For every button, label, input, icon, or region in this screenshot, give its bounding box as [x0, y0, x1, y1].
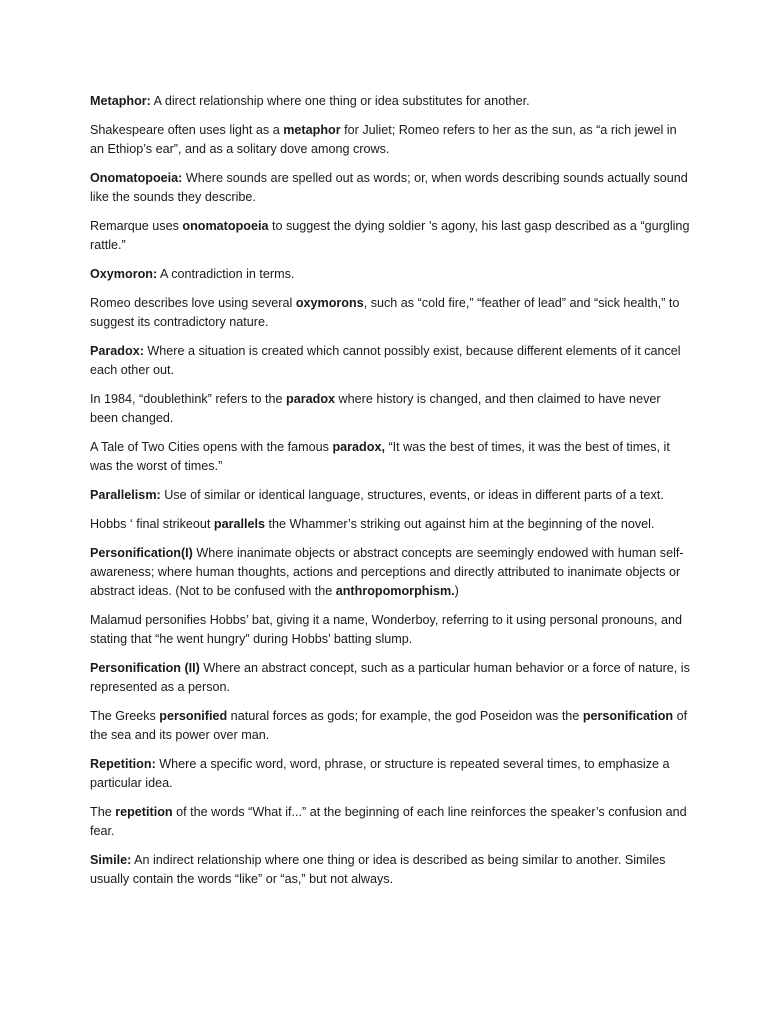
paragraph [90, 611, 690, 649]
term-bold: personified [159, 709, 228, 723]
term-bold: Oxymoron: [90, 267, 158, 281]
body-text: Hobbs ‘ final strikeout [90, 517, 214, 531]
term-bold: paradox [286, 392, 336, 406]
paragraph [90, 265, 690, 284]
body-text: of the words “What if...” at the beginning of each line reinforces the speaker’s confusion and fear. [90, 805, 687, 838]
term-bold: repetition [115, 805, 173, 819]
body-text: In 1984, “doublethink” refers to the [90, 392, 287, 406]
body-text: “It was the best of times, it was the best of times, it was the worst of times.” [90, 440, 670, 473]
body-text: A Tale of Two Cities opens with the famous [90, 440, 333, 454]
body-text: A contradiction in terms. [157, 267, 295, 281]
body-text: natural forces as gods; for example, the god Poseidon was the [227, 709, 583, 723]
paragraph [90, 755, 690, 793]
term-bold: Personification(I) [90, 546, 193, 560]
paragraph [90, 659, 690, 697]
paragraph [90, 707, 690, 745]
body-text: The Greeks [90, 709, 160, 723]
term-bold: personification [582, 709, 674, 723]
term-bold: Onomatopoeia: [90, 171, 183, 185]
paragraph [90, 342, 690, 380]
paragraph [90, 169, 690, 207]
paragraph [90, 294, 690, 332]
term-bold: metaphor [283, 123, 341, 137]
body-text: where history is changed, and then claimed to have never been changed. [90, 392, 661, 425]
term-bold: paradox, [332, 440, 385, 454]
body-text: Romeo describes love using several [90, 296, 296, 310]
body-text: A direct relationship where one thing or idea substitutes for another. [150, 94, 530, 108]
body-text: , such as “cold fire,” “feather of lead” and “sick health,” to suggest its contradictory nature. [90, 296, 680, 329]
body-text: The [90, 805, 116, 819]
term-bold: oxymorons [295, 296, 364, 310]
document-page [90, 92, 690, 899]
body-text: the Whammer’s striking out against him at the beginning of the novel. [265, 517, 655, 531]
paragraph [90, 851, 690, 889]
term-bold: Simile: [90, 853, 132, 867]
body-text: Where sounds are spelled out as words; or, when words describing sounds actually sound like the sounds they describe. [90, 171, 688, 204]
term-bold: parallels [213, 517, 266, 531]
paragraph [90, 92, 690, 111]
body-text: Where an abstract concept, such as a particular human behavior or a force of nature, is represented as a person. [90, 661, 690, 694]
paragraph [90, 803, 690, 841]
paragraph [90, 438, 690, 476]
paragraph [90, 121, 690, 159]
term-bold: Repetition: [90, 757, 156, 771]
body-text: Use of similar or identical language, structures, events, or ideas in different parts of a text. [160, 488, 664, 502]
body-text: Remarque uses [90, 219, 183, 233]
term-bold: anthropomorphism. [335, 584, 455, 598]
body-text: of the sea and its power over man. [90, 709, 688, 742]
term-bold: Parallelism: [90, 488, 161, 502]
paragraph [90, 544, 690, 601]
body-text: for Juliet; Romeo refers to her as the sun, as “a rich jewel in an Ethiop’s ear”, and as a solitary dove among crows. [90, 123, 677, 156]
body-text: Where inanimate objects or abstract concepts are seemingly endowed with human self-awareness; where human thoughts, actions and perceptions and directly attributed to inanimate objects or abstract ideas. (Not to be confused with the [90, 546, 684, 598]
paragraph [90, 390, 690, 428]
body-text: Where a situation is created which cannot possibly exist, because different elements of it cancel each other out. [90, 344, 681, 377]
body-text: Where a specific word, word, phrase, or structure is repeated several times, to emphasize a particular idea. [90, 757, 670, 790]
body-text: to suggest the dying soldier ’s agony, his last gasp described as a “gurgling rattle.” [90, 219, 690, 252]
term-bold: onomatopoeia [182, 219, 269, 233]
term-bold: Personification (II) [90, 661, 200, 675]
term-bold: Metaphor: [90, 94, 151, 108]
body-text: ) [454, 584, 459, 598]
body-text: Malamud personifies Hobbs’ bat, giving it a name, Wonderboy, referring to it using personal pronouns, and stating that “he went hungry” during Hobbs’ batting slump. [90, 613, 683, 646]
paragraph [90, 515, 690, 534]
paragraph [90, 486, 690, 505]
paragraph [90, 217, 690, 255]
body-text: Shakespeare often uses light as a [90, 123, 284, 137]
term-bold: Paradox: [90, 344, 144, 358]
body-text: An indirect relationship where one thing or idea is described as being similar to another. Similes usually contain the words “like” or “as,” but not always. [90, 853, 666, 886]
